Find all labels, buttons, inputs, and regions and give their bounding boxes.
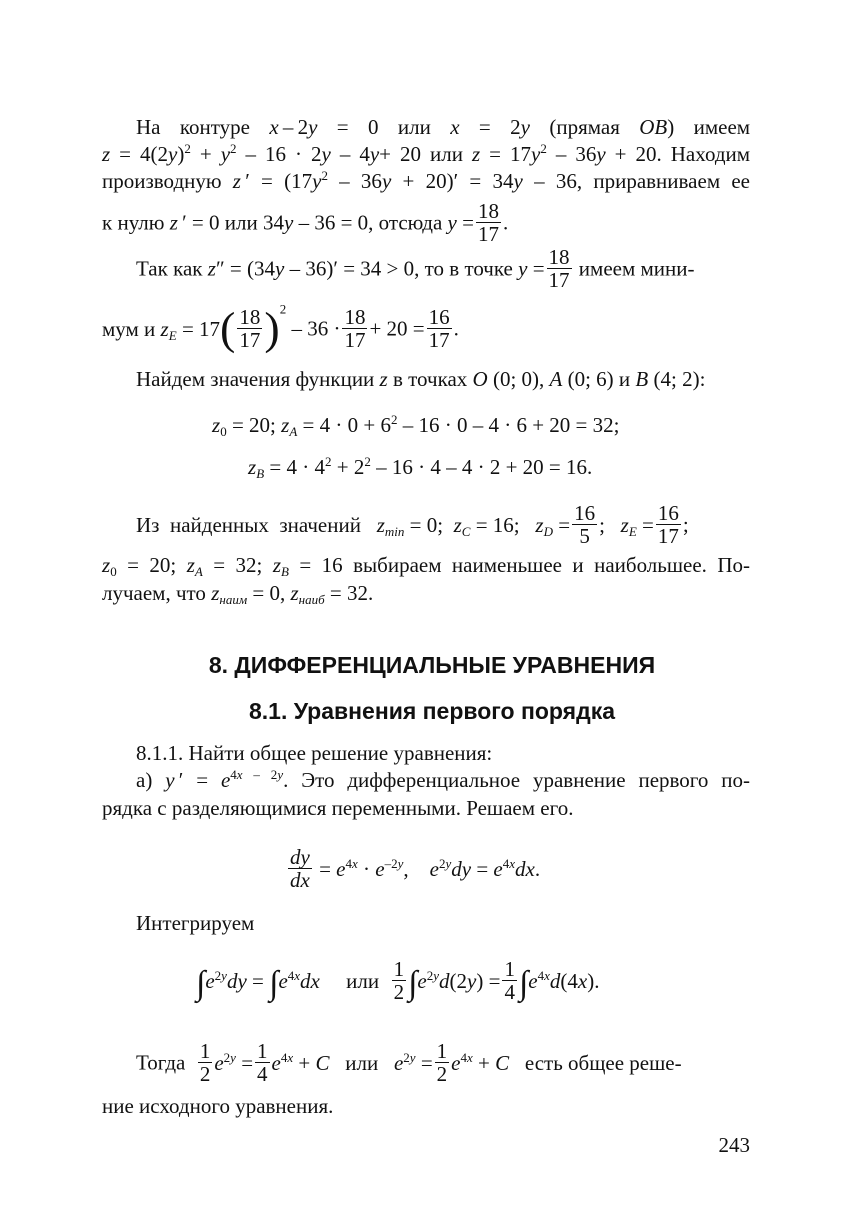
text-line: производную z ′ = $(17y^2 - 36y + 20)' = 34y - 36$, приравниваем ее xyxy=(102,168,750,193)
text-line: мум и $z_E = 17$( $\frac{18}{17}$ )$^2$ – 36 · $\frac{18}{17}$ + 20 = $\frac{16}{17}$ . xyxy=(102,301,459,354)
text-line: Найдем значения функции z в точках O (0; 0), A (0; 6) и B (4; 2): xyxy=(136,367,706,391)
text-line: Тогда $\frac{1}{2}$ $e^{2y}$ = $\frac{1}{4}$ $e^{4x} + C$ или $e^{2y}$ = $\frac{1}{2}$ $e^{4x} + C$ есть общее реше- xyxy=(136,1039,682,1086)
text-line: На контуре x – 2y = 0 или x = 2y (прямая OB) имеем xyxy=(136,115,751,139)
text-line: к нулю z ′ = 0 или 34y – 36 = 0, отсюда y = $\frac{18}{17}$ . xyxy=(102,199,509,246)
text-line: Так как z″ = (34y – 36)′ = 34 > 0, то в точке y = $\frac{18}{17}$ имеем мини- xyxy=(136,245,695,292)
equation: $\int e^{2y}dy = \int e^{4x}dx$ или $\frac{1}{2}$ $\int e^{2y}d(2y)$ = $\frac{1}{4}$ $\int e^{4x}d(4x)$. xyxy=(196,957,600,1004)
text-line: $z_0 = 20$; $z_A = 32$; $z_B = 16$ выбираем наименьшее и наибольшее. По- xyxy=(102,553,750,579)
text-line: рядка с разделяющимися переменными. Решаем его. xyxy=(102,796,574,820)
text-line: ние исходного уравнения. xyxy=(102,1094,334,1118)
equation: $\frac{dy}{dx}$ = $e^{4x} \cdot e^{-2y}$, $e^{2y}dy = e^{4x}dx$. xyxy=(290,845,541,892)
text-line: Из найденных значений $z_{min} = 0$; $z_C = 16$; $z_D$ = $\frac{16}{5}$ ; $z_E$ = $\frac{16}{17}$ ; xyxy=(136,501,689,548)
text-line: $z = 4(2y)^2 + y^2 - 16 \cdot 2y - 4y+ 20$ или $z = 17y^2 - 36y + 20$. Находим xyxy=(102,141,751,166)
text-line: а) y ′ = $e^{4x - 2y}$. Это дифференциальное уравнение первого по- xyxy=(136,767,750,792)
chapter-heading: 8. ДИФФЕРЕНЦИАЛЬНЫЕ УРАВНЕНИЯ xyxy=(208,652,656,678)
text-line: 8.1.1. Найти общее решение уравнения: xyxy=(136,741,493,765)
equation: $z_B = 4 \cdot 4^2 + 2^2 - 16 \cdot 4 - 4 \cdot 2 + 20 = 16$. xyxy=(248,454,593,481)
text-line: лучаем, что $z_{наим} = 0$, $z_{наиб} = 32$. xyxy=(102,581,374,607)
text-line: Интегрируем xyxy=(136,911,255,935)
section-heading: 8.1. Уравнения первого порядка xyxy=(248,698,616,724)
page-number: 243 xyxy=(718,1133,750,1157)
equation: $z_0 = 20$; $z_A = 4 \cdot 0 + 6^2 - 16 \cdot 0 - 4 \cdot 6 + 20 = 32$; xyxy=(212,412,620,439)
